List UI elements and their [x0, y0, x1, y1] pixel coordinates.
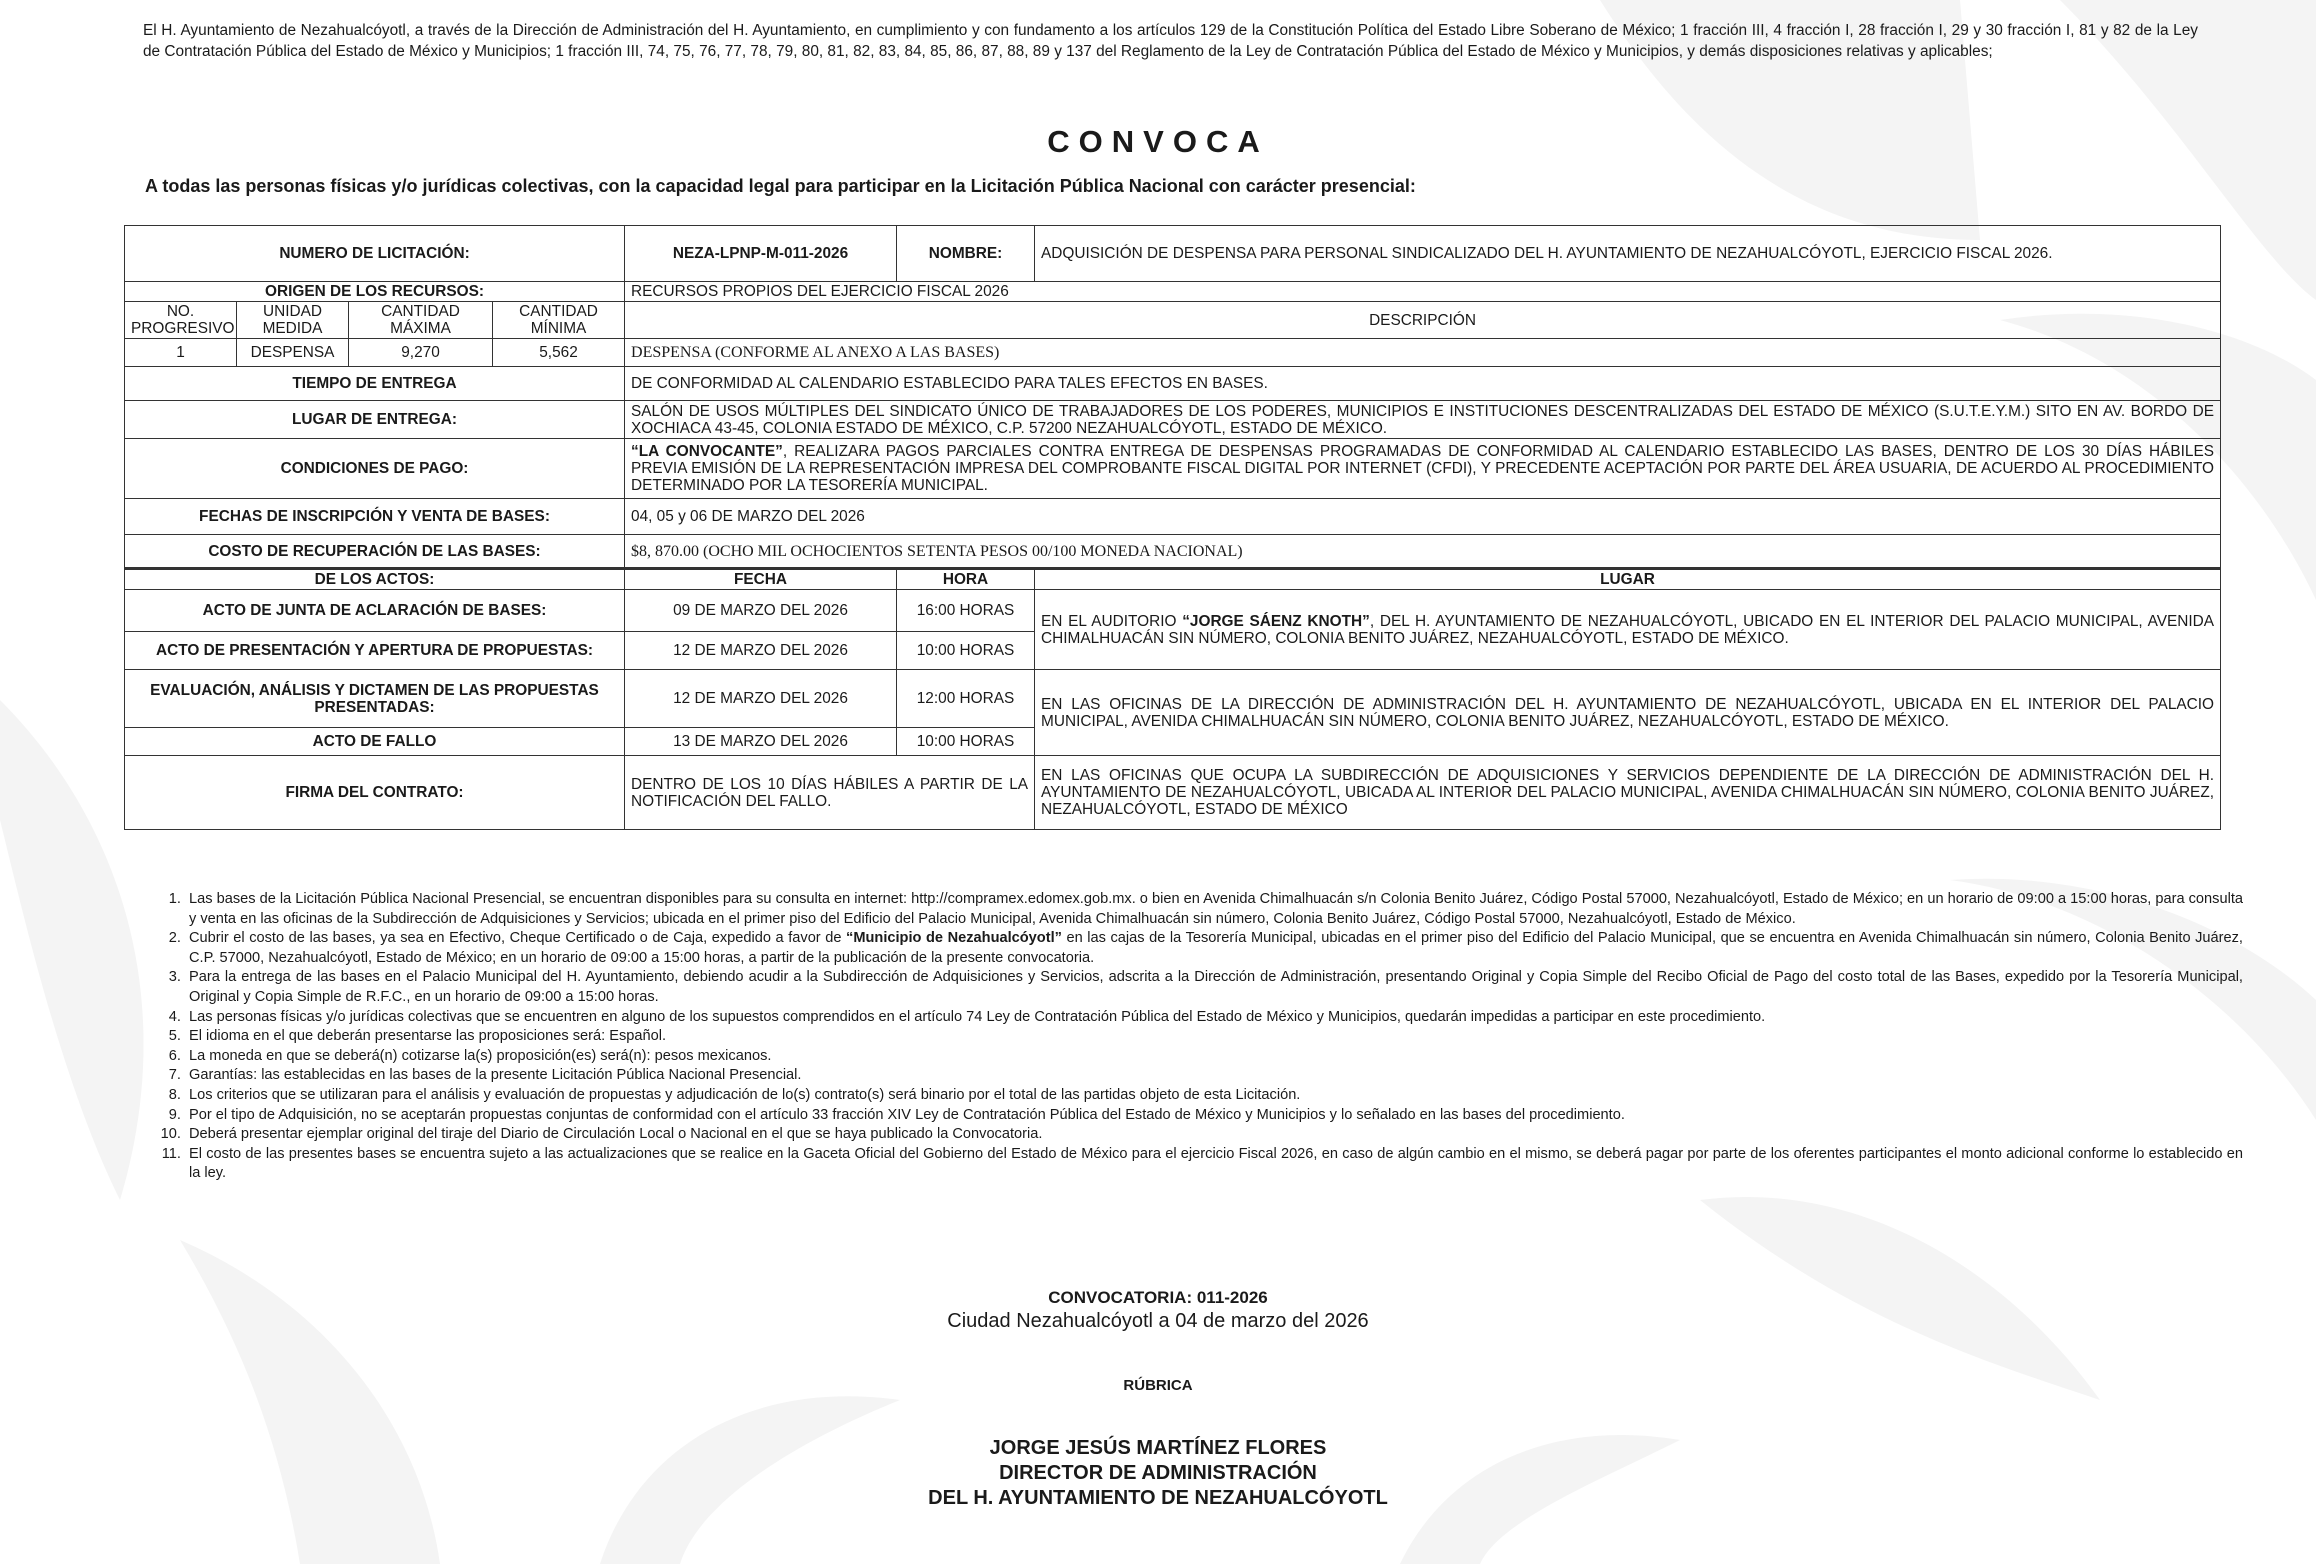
hora-header: HORA: [897, 569, 1035, 590]
acto-presentacion-hora: 10:00 HORAS: [897, 632, 1035, 670]
note-2-post: en las cajas de la Tesorería Municipal, ubicadas en el primer piso del Edificio del Palacio Municipal, que se encuentra en Avenida Chimalhuacán sin número, Colonia Benito Juárez, C.P. 57000, Nezahualcóyotl, Estado de México; en un horario de 09:00 a 15:00 horas, a partir de la publicación de la presente convocatoria.: [189, 930, 2243, 966]
acto-junta-fecha: 09 DE MARZO DEL 2026: [625, 590, 897, 632]
firma-fecha: DENTRO DE LOS 10 DÍAS HÁBILES A PARTIR DE LA NOTIFICACIÓN DEL FALLO.: [625, 756, 1035, 830]
acto-junta-label: ACTO DE JUNTA DE ACLARACIÓN DE BASES:: [125, 590, 625, 632]
row-item: [125, 339, 2221, 367]
convocatoria-number: CONVOCATORIA: 011-2026: [1048, 1288, 1268, 1307]
row-origen: [125, 282, 2221, 302]
row-numero: [125, 226, 2221, 282]
row-lugar-entrega: [125, 401, 2221, 439]
note-item: 6. La moneda en que se deberá(n) cotizarse la(s) proposición(es) será(n): pesos mexicanos.: [185, 1047, 2243, 1067]
lugar-subdireccion: EN LAS OFICINAS QUE OCUPA LA SUBDIRECCIÓN DE ADQUISICIONES Y SERVICIOS DEPENDIENTE DE LA DIRECCIÓN DE ADMINISTRACIÓN DEL H. AYUNTAMIENTO DE NEZAHUALCÓYOTL, UBICADA AL INTERIOR DEL PALACIO MUNICIPAL, AVENIDA CHIMALHUACÁN SIN NÚMERO, COLONIA BENITO JUÁREZ, NEZAHUALCÓYOTL, ESTADO DE MÉXICO: [1035, 756, 2221, 830]
signer-title: DIRECTOR DE ADMINISTRACIÓN: [999, 1462, 1317, 1484]
row-item-headers: [125, 302, 2221, 339]
page-title: CONVOCA: [1047, 124, 1269, 159]
row-acto-evaluacion: [125, 670, 2221, 728]
costo-label: COSTO DE RECUPERACIÓN DE LAS BASES:: [125, 535, 625, 569]
tiempo-value: DE CONFORMIDAD AL CALENDARIO ESTABLECIDO PARA TALES EFECTOS EN BASES.: [625, 367, 2221, 401]
row-fechas-inscripcion: [125, 499, 2221, 535]
signer-name: JORGE JESÚS MARTÍNEZ FLORES: [989, 1437, 1327, 1459]
numero-label: NUMERO DE LICITACIÓN:: [125, 226, 625, 282]
signer-office: DEL H. AYUNTAMIENTO DE NEZAHUALCÓYOTL: [928, 1487, 1388, 1509]
acto-fallo-label: ACTO DE FALLO: [125, 728, 625, 756]
fechas-value: 04, 05 y 06 DE MARZO DEL 2026: [625, 499, 2221, 535]
note-item: 4. Las personas físicas y/o jurídicas colectivas que se encuentren en alguno de los supuestos comprendidos en el artículo 74 Ley de Contratación Pública del Estado de México y Municipios, quedarán impedidas a participar en este procedimiento.: [185, 1008, 2243, 1028]
item-unidad: DESPENSA: [237, 339, 349, 367]
acto-evaluacion-fecha: 12 DE MARZO DEL 2026: [625, 670, 897, 728]
col-no-progresivo: NO. PROGRESIVO: [125, 302, 237, 339]
tiempo-label: TIEMPO DE ENTREGA: [125, 367, 625, 401]
note-item: 10. Deberá presentar ejemplar original del tiraje del Diario de Circulación Local o Nacional en el que se haya publicado la Convocatoria.: [185, 1125, 2243, 1145]
lugar-auditorio-post: , DEL H. AYUNTAMIENTO DE NEZAHUALCÓYOTL, UBICADO EN EL INTERIOR DEL PALACIO MUNICIPAL, AVENIDA CHIMALHUACÁN SIN NÚMERO, COLONIA BENITO JUÁREZ, NEZAHUALCÓYOTL, ESTADO DE MÉXICO.: [1041, 612, 2215, 647]
costo-value: $8, 870.00 (OCHO MIL OCHOCIENTOS SETENTA PESOS 00/100 MONEDA NACIONAL): [625, 535, 2221, 569]
origen-label: ORIGEN DE LOS RECURSOS:: [125, 282, 625, 302]
col-unidad-medida: UNIDAD MEDIDA: [237, 302, 349, 339]
place-date: Ciudad Nezahualcóyotl a 04 de marzo del 2026: [947, 1310, 1369, 1332]
acto-presentacion-fecha: 12 DE MARZO DEL 2026: [625, 632, 897, 670]
subtitle: A todas las personas físicas y/o jurídicas colectivas, con la capacidad legal para participar en la Licitación Pública Nacional con carácter presencial:: [145, 176, 1416, 196]
note-2-emphasis: “Municipio de Nezahualcóyotl”: [846, 930, 1062, 947]
note-item: 9. Por el tipo de Adquisición, no se aceptarán propuestas conjuntas de conformidad con el artículo 33 fracción XIV Ley de Contratación Pública del Estado de México y Municipios y lo señalado en las bases del procedimiento.: [185, 1106, 2243, 1126]
item-descripcion: DESPENSA (CONFORME AL ANEXO A LAS BASES): [625, 339, 2221, 367]
convocante-emphasis: “LA CONVOCANTE”: [631, 443, 783, 460]
row-acto-junta: [125, 590, 2221, 632]
lugar-auditorio-pre: EN EL AUDITORIO: [1041, 612, 1183, 630]
actos-header: DE LOS ACTOS:: [125, 569, 625, 590]
col-cantidad-minima: CANTIDAD MÍNIMA: [493, 302, 625, 339]
item-cantidad-maxima: 9,270: [349, 339, 493, 367]
row-actos-headers: [125, 569, 2221, 590]
lugar-entrega-value: SALÓN DE USOS MÚLTIPLES DEL SINDICATO ÚNICO DE TRABAJADORES DE LOS PODERES, MUNICIPIOS E INSTITUCIONES DESCENTRALIZADAS DEL ESTADO DE MÉXICO (S.U.T.E.Y.M.) SITO EN AV. BORDO DE XOCHIACA 43-45, COLONIA ESTADO DE MÉXICO, C.P. 57200 NEZAHUALCÓYOTL, ESTADO DE MÉXICO.: [625, 401, 2221, 439]
acto-evaluacion-hora: 12:00 HORAS: [897, 670, 1035, 728]
firma-label: FIRMA DEL CONTRATO:: [125, 756, 625, 830]
nombre-label: NOMBRE:: [897, 226, 1035, 282]
condiciones-label: CONDICIONES DE PAGO:: [125, 439, 625, 499]
row-condiciones-pago: [125, 439, 2221, 499]
lugar-header: LUGAR: [1035, 569, 2221, 590]
note-item: 11. El costo de las presentes bases se encuentra sujeto a las actualizaciones que se realice en la Gaceta Oficial del Gobierno del Estado de México para el ejercicio Fiscal 2026, en caso de algún cambio en el mismo, se deberá pagar por parte de los oferentes participantes el monto adicional conforme lo establecido en la ley.: [185, 1145, 2243, 1184]
note-item: 3. Para la entrega de las bases en el Palacio Municipal del H. Ayuntamiento, debiendo acudir a la Subdirección de Adquisiciones y Servicios, adscrita a la Dirección de Administración, presentando Original y Copia Simple del Recibo Oficial de Pago del costo total de las Bases, expedido por la Tesorería Municipal, Original y Copia Simple de R.F.C., en un horario de 09:00 a 15:00 horas.: [185, 968, 2243, 1007]
fechas-label: FECHAS DE INSCRIPCIÓN Y VENTA DE BASES:: [125, 499, 625, 535]
note-item: [185, 929, 2243, 968]
condiciones-cell: [625, 439, 2221, 499]
condiciones-value: , REALIZARA PAGOS PARCIALES CONTRA ENTREGA DE DESPENSAS PROGRAMADAS DE CONFORMIDAD AL CALENDARIO ESTABLECIDO LAS BASES, DENTRO DE LOS 30 DÍAS HÁBILES PREVIA EMISIÓN DE LA REPRESENTACIÓN IMPRESA DEL COMPROBANTE FISCAL DIGITAL POR INTERNET (CFDI), Y PRECEDENTE ACEPTACIÓN POR PARTE DEL ÁREA USUARIA, DE ACUERDO AL PROCEDIMIENTO DETERMINADO POR LA TESORERÍA MUNICIPAL.: [631, 443, 2215, 494]
nombre-value: ADQUISICIÓN DE DESPENSA PARA PERSONAL SINDICALIZADO DEL H. AYUNTAMIENTO DE NEZAHUALCÓYOTL, EJERCICIO FISCAL 2026.: [1035, 226, 2221, 282]
origen-value: RECURSOS PROPIOS DEL EJERCICIO FISCAL 2026: [625, 282, 2221, 302]
lugar-entrega-label: LUGAR DE ENTREGA:: [125, 401, 625, 439]
lugar-auditorio: [1035, 590, 2221, 670]
rubrica-label: RÚBRICA: [1123, 1377, 1193, 1394]
row-costo-bases: [125, 535, 2221, 569]
item-cantidad-minima: 5,562: [493, 339, 625, 367]
acto-junta-hora: 16:00 HORAS: [897, 590, 1035, 632]
notes-list: [143, 890, 2243, 1184]
acto-fallo-hora: 10:00 HORAS: [897, 728, 1035, 756]
intro-paragraph: El H. Ayuntamiento de Nezahualcóyotl, a través de la Dirección de Administración del H. Ayuntamiento, en cumplimiento y con fundamento a los artículos 129 de la Constitución Política del Estado Libre Soberano de México; 1 fracción III, 4 fracción I, 28 fracción I, 29 y 30 fracción I, 81 y 82 de la Ley de Contratación Pública del Estado de México y Municipios; 1 fracción III, 74, 75, 76, 77, 78, 79, 80, 81, 82, 83, 84, 85, 86, 87, 88, 89 y 137 del Reglamento de la Ley de Contratación Pública del Estado de México y Municipios, y demás disposiciones relativas y aplicables;: [143, 22, 2198, 60]
note-item: 1. Las bases de la Licitación Pública Nacional Presencial, se encuentran disponibles para su consulta en internet: http://compramex.edomex.gob.mx. o bien en Avenida Chimalhuacán s/n Colonia Benito Juárez, Código Postal 57000, Nezahualcóyotl, Estado de México; en un horario de 09:00 a 15:00 horas, para consulta y venta en las oficinas de la Subdirección de Adquisiciones y Servicios; ubicada en el primer piso del Edificio del Palacio Municipal, Avenida Chimalhuacán sin número, Colonia Benito Juárez, Código Postal 57000, Nezahualcóyotl, Estado de México.: [185, 890, 2243, 929]
note-2-pre: Cubrir el costo de las bases, ya sea en Efectivo, Cheque Certificado o de Caja, expedido a favor de: [189, 930, 847, 947]
acto-presentacion-label: ACTO DE PRESENTACIÓN Y APERTURA DE PROPUESTAS:: [125, 632, 625, 670]
item-no: 1: [125, 339, 237, 367]
row-firma-contrato: [125, 756, 2221, 830]
note-item: 8. Los criterios que se utilizaran para el análisis y evaluación de propuestas y adjudicación de lo(s) contrato(s) será binario por el total de las partidas objeto de esta Licitación.: [185, 1086, 2243, 1106]
acto-evaluacion-label: EVALUACIÓN, ANÁLISIS Y DICTAMEN DE LAS PROPUESTAS PRESENTADAS:: [125, 670, 625, 728]
lugar-direccion: EN LAS OFICINAS DE LA DIRECCIÓN DE ADMINISTRACIÓN DEL H. AYUNTAMIENTO DE NEZAHUALCÓYOTL, UBICADA EN EL INTERIOR DEL PALACIO MUNICIPAL, AVENIDA CHIMALHUACÁN SIN NÚMERO, COLONIA BENITO JUÁREZ, NEZAHUALCÓYOTL, ESTADO DE MÉXICO.: [1035, 670, 2221, 756]
bid-info-table: [124, 225, 2221, 830]
row-tiempo-entrega: [125, 367, 2221, 401]
note-item: 7. Garantías: las establecidas en las bases de la presente Licitación Pública Nacional Presencial.: [185, 1066, 2243, 1086]
note-item: 5. El idioma en el que deberán presentarse las proposiciones será: Español.: [185, 1027, 2243, 1047]
col-cantidad-maxima: CANTIDAD MÁXIMA: [349, 302, 493, 339]
numero-value: NEZA-LPNP-M-011-2026: [625, 226, 897, 282]
auditorio-name: “JORGE SÁENZ KNOTH”: [1182, 612, 1370, 630]
acto-fallo-fecha: 13 DE MARZO DEL 2026: [625, 728, 897, 756]
fecha-header: FECHA: [625, 569, 897, 590]
col-descripcion: DESCRIPCIÓN: [625, 302, 2221, 339]
